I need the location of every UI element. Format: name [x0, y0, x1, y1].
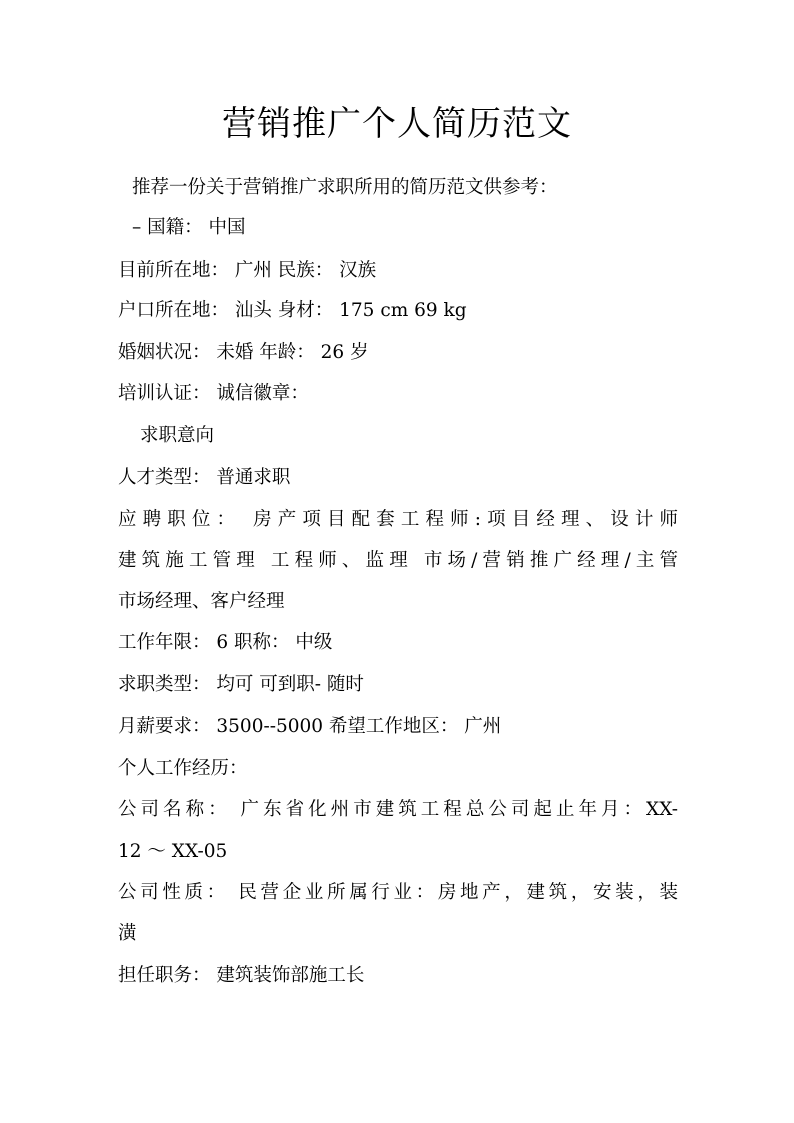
nationality-line: – 国籍： 中国 [132, 217, 246, 238]
hukou-line: 户口所在地： 汕头 身材： 175 cm 69 kg [118, 300, 467, 321]
work-years-line: 工作年限： 6 职称： 中级 [118, 632, 333, 653]
talent-type-line: 人才类型： 普通求职 [118, 467, 291, 488]
position-line: 应聘职位： 房产项目配套工程师:项目经理、设计师 [118, 509, 678, 530]
salary-line: 月薪要求： 3500--5000 希望工作地区： 广州 [118, 716, 502, 737]
page-title: 营销推广个人简历范文 [222, 104, 572, 144]
job-type-line: 求职类型： 均可 可到职- 随时 [118, 674, 364, 695]
location-line: 目前所在地： 广州 民族： 汉族 [118, 260, 377, 281]
company-name-line: 公司名称： 广东省化州市建筑工程总公司起止年月：XX- [118, 799, 678, 820]
job-intention-heading: 求职意向 [140, 425, 215, 446]
role-line: 担任职务： 建筑装饰部施工长 [118, 965, 365, 986]
work-history-heading: 个人工作经历： [118, 758, 248, 779]
position-continued-line-2: 市场经理、客户经理 [118, 591, 285, 612]
intro-line: 推荐一份关于营销推广求职所用的简历范文供参考： [132, 177, 558, 198]
training-line: 培训认证： 诚信徽章： [118, 383, 309, 404]
company-name-continued-line: 12 ～ XX-05 [118, 841, 228, 862]
position-continued-line: 建筑施工管理 工程师、监理 市场/营销推广经理/主管 [118, 550, 678, 571]
company-nature-continued-line: 潢 [118, 923, 137, 944]
marital-line: 婚姻状况： 未婚 年龄： 26 岁 [118, 342, 369, 363]
company-nature-line: 公司性质： 民营企业所属行业：房地产，建筑，安装，装 [118, 882, 678, 903]
